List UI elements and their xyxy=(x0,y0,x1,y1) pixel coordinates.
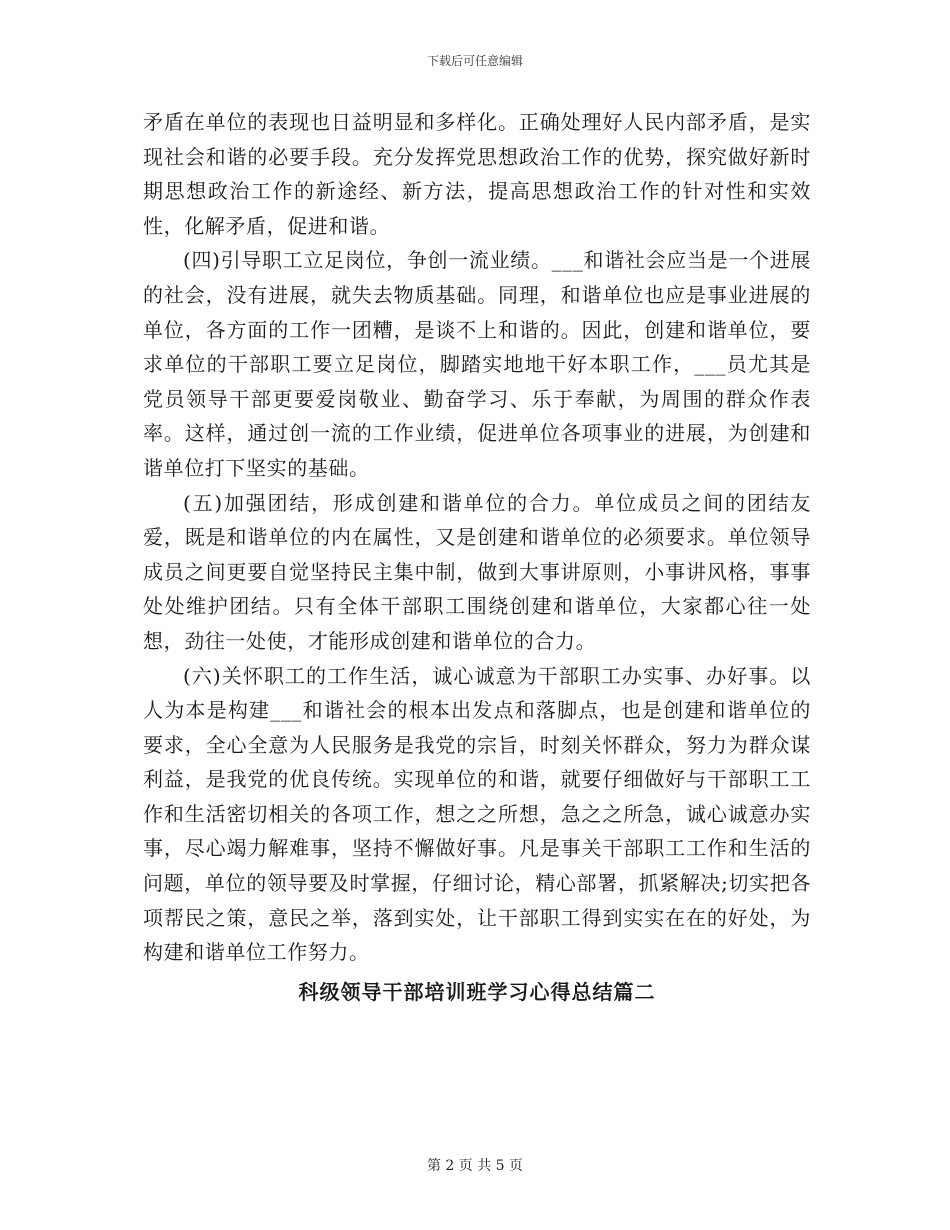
document-body xyxy=(143,105,811,1009)
paragraph-section-four: (四)引导职工立足岗位，争创一流业绩。___和谐社会应当是一个进展的社会，没有进展，就失去物质基础。同理，和谐单位也应是事业进展的单位，各方面的工作一团糟，是谈不上和谐的。因此，创建和谐单位，要求单位的干部职工要立足岗位，脚踏实地地干好本职工作，___员尤其是党员领导干部更要爱岗敬业、勤奋学习、乐于奉献，为周围的群众作表率。这样，通过创一流的工作业绩，促进单位各项事业的进展，为创建和谐单位打下坚实的基础。 xyxy=(143,248,811,480)
paragraph-section-five: (五)加强团结，形成创建和谐单位的合力。单位成员之间的团结友爱，既是和谐单位的内在属性，又是创建和谐单位的必须要求。单位领导成员之间更要自觉坚持民主集中制，做到大事讲原则，小事讲风格，事事处处维护团结。只有全体干部职工围绕创建和谐单位，大家都心往一处想，劲往一处使，才能形成创建和谐单位的合力。 xyxy=(143,490,811,653)
page-number-footer: 第 2 页 共 5 页 xyxy=(426,1158,524,1174)
paragraph-continued: 矛盾在单位的表现也日益明显和多样化。正确处理好人民内部矛盾，是实现社会和谐的必要手段。充分发挥党思想政治工作的优势，探究做好新时期思想政治工作的新途经、新方法，提高思想政治工作的针对性和实效性，化解矛盾，促进和谐。 xyxy=(143,110,811,238)
paragraph-section-six: (六)关怀职工的工作生活，诚心诚意为干部职工办实事、办好事。以人为本是构建___和谐社会的根本出发点和落脚点，也是创建和谐单位的要求，全心全意为人民服务是我党的宗旨，时刻关怀群众，努力为群众谋利益，是我党的优良传统。实现单位的和谐，就要仔细做好与干部职工工作和生活密切相关的各项工作，想之之所想，急之之所急，诚心诚意办实事，尽心竭力解难事，坚持不懈做好事。凡是事关干部职工工作和生活的问题，单位的领导要及时掌握，仔细讨论，精心部署，抓紧解决;切实把各项帮民之策，意民之举，落到实处，让干部职工得到实实在在的好处，为构建和谐单位工作努力。 xyxy=(143,663,811,965)
section-title: 科级领导干部培训班学习心得总结篇二 xyxy=(298,979,656,1004)
page-header-note: 下载后可任意编辑 xyxy=(426,54,523,68)
